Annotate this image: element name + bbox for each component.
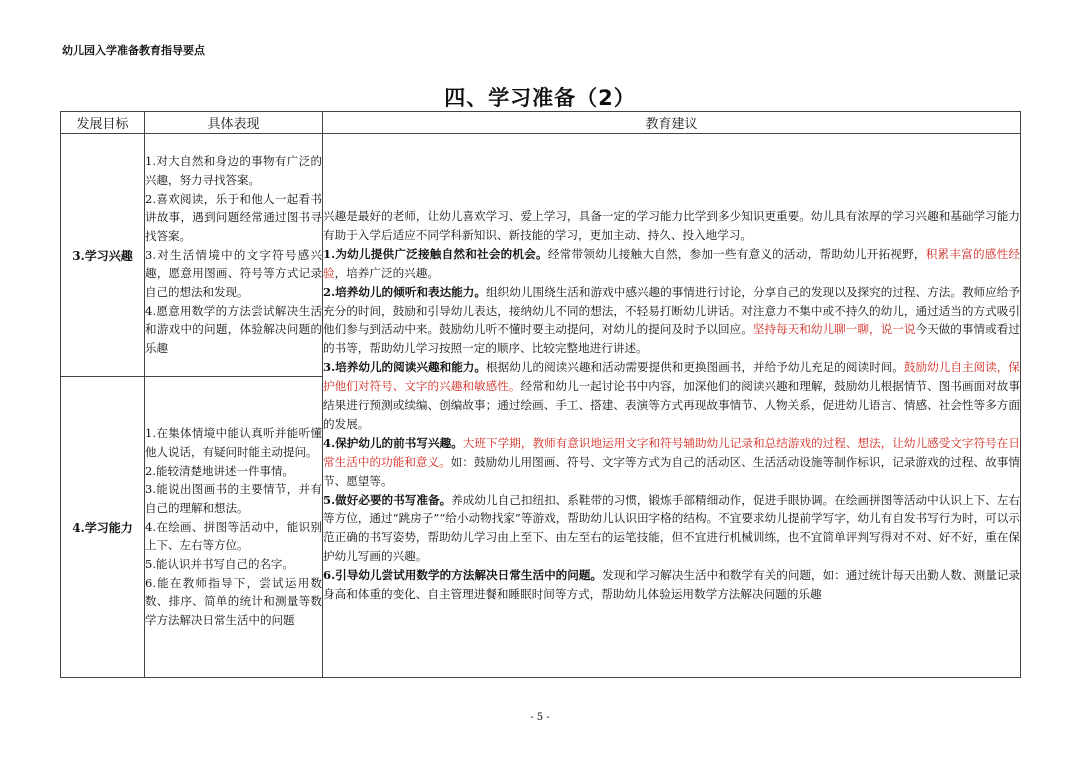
advice-item-1	[323, 245, 1020, 283]
running-header: 幼儿园入学准备教育指导要点	[62, 44, 205, 57]
table-row	[61, 134, 1021, 377]
goal-cell: 3.学习兴趣	[61, 134, 145, 377]
table-header-row	[61, 112, 1021, 134]
advice-highlight: 大班下学期，教师有意识地运用文字和符号辅助幼儿记录和总结游戏的过程、想法，让幼儿感受文字符号在日常生活中的功能和意义。	[323, 435, 1020, 469]
advice-heading: 5.做好必要的书写准备。	[323, 492, 452, 507]
advice-text: 组织幼儿围绕生活和游戏中感兴趣的事情进行讨论，分享自己的发现以及探究的过程、方法。教师应给予充分的时间，鼓励和引导幼儿表达，接纳幼儿不同的想法，不轻易打断幼儿讲话。对注意力不集中或不持久的幼儿，通过适当的方式吸引他们参与到活动中来。鼓励幼儿听不懂时要主动提问，对幼儿的提问及时予以回应。	[323, 284, 1020, 337]
performance-item: 5.能认识并书写自己的名字。	[145, 557, 294, 572]
advice-item-5	[323, 491, 1020, 567]
guidance-table	[60, 111, 1021, 678]
advice-text: 如：鼓励幼儿用图画、符号、文字等方式为自己的活动区、生活活动设施等制作标识，记录游戏的过程、故事情节、愿望等。	[323, 454, 1020, 488]
performance-item: 2.喜欢阅读，乐于和他人一起看书讲故事，遇到问题经常通过图书寻找答案。	[145, 191, 322, 243]
advice-item-2	[323, 283, 1020, 359]
goal-cell: 4.学习能力	[61, 377, 145, 678]
performance-item: 6.能在教师指导下，尝试运用数数、排序、简单的统计和测量等数学方法解决日常生活中的问题	[145, 575, 322, 628]
advice-heading: 1.为幼儿提供广泛接触自然和社会的机会。	[323, 246, 548, 261]
performance-item: 1.对大自然和身边的事物有广泛的兴趣，努力寻找答案。	[145, 154, 322, 187]
advice-item-4	[323, 434, 1020, 491]
advice-highlight: 鼓励幼儿自主阅读，保护他们对符号、文字的兴趣和敏感性。	[323, 360, 1020, 394]
advice-text: 经常带领幼儿接触大自然，参加一些有意义的活动，帮助幼儿开拓视野，	[547, 246, 926, 261]
advice-text: 今天做的事情或看过的书等，帮助幼儿学习按照一定的顺序、比较完整地进行讲述。	[323, 322, 1020, 356]
performance-cell	[145, 134, 323, 377]
performance-item: 3.对生活情境中的文字符号感兴趣，愿意用图画、符号等方式记录自己的想法和发现。	[145, 247, 322, 300]
advice-heading: 3.培养幼儿的阅读兴趣和能力。	[323, 360, 487, 375]
advice-cell	[323, 134, 1021, 678]
advice-text: 发现和学习解决生活中和数学有关的问题，如：通过统计每天出勤人数、测量记录身高和体重的变化、自主管理进餐和睡眠时间等方式，帮助幼儿体验运用数学方法解决问题的乐趣	[323, 568, 1020, 602]
advice-highlight: 积累丰富的感性经验	[323, 246, 1020, 280]
page-title: 四、学习准备（2）	[444, 86, 636, 110]
header-goal: 发展目标	[61, 112, 145, 134]
performance-item: 4.在绘画、拼图等活动中，能识别上下、左右等方位。	[145, 519, 322, 553]
advice-text: 经常和幼儿一起讨论书中内容，加深他们的阅读兴趣和理解，鼓励幼儿根据情节、图书画面对故事结果进行预测或续编、创编故事；通过绘画、手工、搭建、表演等方式再现故事情节、人物关系，促进幼儿语言、情感、社会性等多方面的发展。	[323, 379, 1020, 431]
advice-heading: 2.培养幼儿的倾听和表达能力。	[323, 284, 487, 299]
header-performance: 具体表现	[145, 112, 323, 134]
performance-item: 1.在集体情境中能认真听并能听懂他人说话，有疑问时能主动提问。	[145, 426, 322, 459]
advice-text: ，培养广泛的兴趣。	[334, 265, 439, 280]
performance-item: 3.能说出图画书的主要情节，并有自己的理解和想法。	[145, 482, 322, 515]
performance-item: 4.愿意用数学的方法尝试解决生活和游戏中的问题，体验解决问题的乐趣	[145, 303, 322, 356]
advice-item-3	[323, 358, 1020, 434]
performance-cell	[145, 377, 323, 678]
advice-text: 养成幼儿自己扣纽扣、系鞋带的习惯，锻炼手部精细动作，促进手眼协调。在绘画拼图等活动中认识上下、左右等方位，通过“跳房子”“给小动物找家”等游戏，帮助幼儿认识田字格的结构。不宜要求幼儿提前学写字，幼儿有自发书写行为时，可以示范正确的书写姿势，帮助幼儿学习由上至下、由左至右的运笔技能，但不宜进行机械训练，也不宜简单评判写得对不对、好不好，重在保护幼儿写画的兴趣。	[323, 492, 1020, 564]
advice-text: 根据幼儿的阅读兴趣和活动需要提供和更换图画书，并给予幼儿充足的阅读时间。	[486, 360, 904, 375]
page-number: - 5 -	[530, 712, 550, 723]
advice-intro: 兴趣是最好的老师，让幼儿喜欢学习、爱上学习，具备一定的学习能力比学到多少知识更重要。幼儿具有浓厚的学习兴趣和基础学习能力有助于入学后适应不同学科新知识、新技能的学习，更加主动、持久、投入地学习。	[323, 208, 1020, 242]
advice-heading: 4.保护幼儿的前书写兴趣。	[323, 435, 463, 450]
advice-heading: 6.引导幼儿尝试用数学的方法解决日常生活中的问题。	[323, 568, 603, 583]
performance-item: 2.能较清楚地讲述一件事情。	[145, 463, 294, 478]
advice-item-6	[323, 566, 1020, 604]
header-advice: 教育建议	[323, 112, 1021, 134]
advice-highlight: 坚持每天和幼儿聊一聊，说一说	[752, 322, 916, 337]
